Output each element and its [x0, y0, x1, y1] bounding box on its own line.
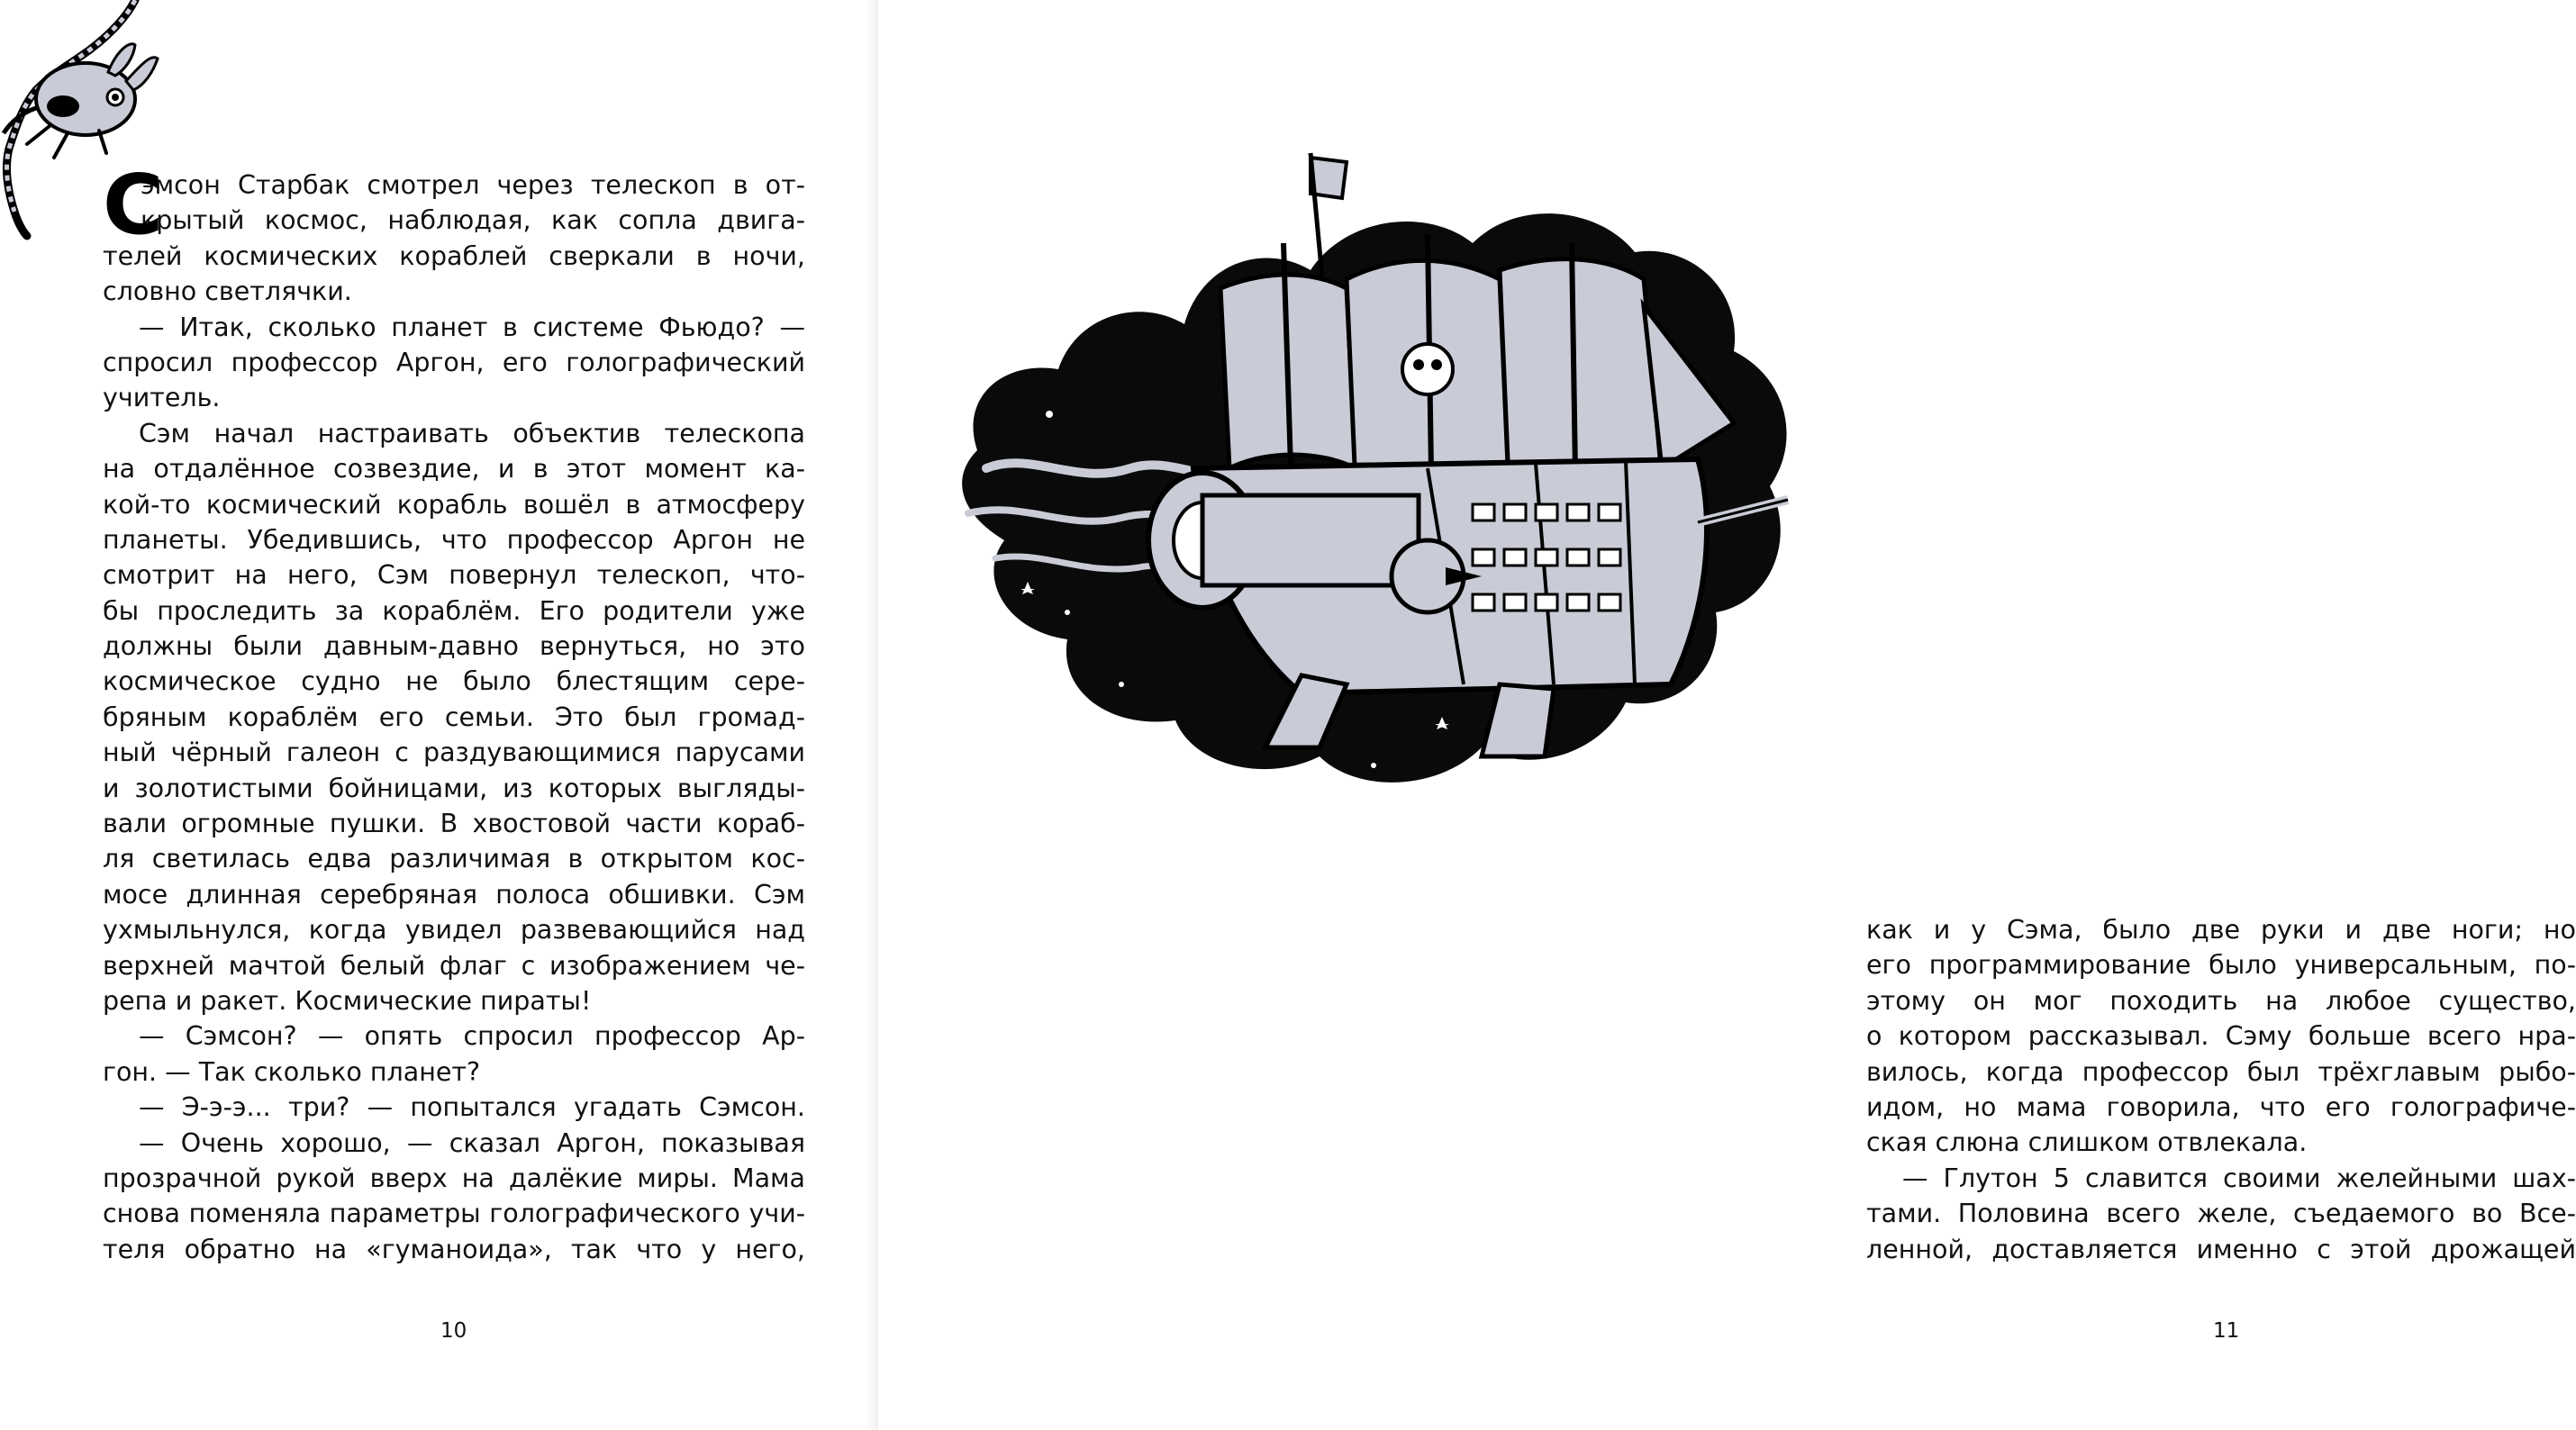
text-line: мосе длинная серебряная полоса обшивки. Сэм	[103, 879, 805, 910]
text-line: на отдалённое созвездие, и в этот момент ка-	[103, 454, 805, 484]
text-line: ля светилась едва различимая в открытом кос-	[103, 844, 805, 874]
text-line: должны были давным-давно вернуться, но это	[103, 631, 805, 662]
text-line: вилось, когда профессор был трёхглавым рыбо-	[1866, 1056, 2576, 1087]
right-body-text	[1866, 912, 2576, 1267]
gun-ports	[1473, 504, 1620, 611]
page-number: 11	[2213, 1319, 2240, 1343]
text-line: — Э-э-э... три? — попытался угадать Сэмсон.	[139, 1092, 805, 1123]
text-line: телей космических кораблей сверкали в ночи,	[103, 240, 805, 271]
drop-cap: С	[103, 157, 164, 253]
space-galleon-illustration	[923, 144, 1806, 828]
text-line: кой-то космический корабль вошёл в атмосферу	[103, 489, 805, 520]
text-line: вали огромные пушки. В хвостовой части кораб-	[103, 809, 805, 839]
text-line: гон. — Так сколько планет?	[103, 1056, 481, 1087]
text-line: — Итак, сколько планет в системе Фьюдо? —	[139, 312, 805, 342]
text-line: о котором рассказывал. Сэму больше всего нра-	[1866, 1021, 2576, 1052]
text-line: смотрит на него, Сэм повернул телескоп, что-	[103, 560, 805, 591]
text-line: учитель.	[103, 383, 221, 413]
text-line: эмсон Старбак смотрел через телескоп в от-	[141, 170, 805, 200]
text-line: снова поменяла параметры голографического учи-	[103, 1199, 805, 1229]
text-line: космическое судно не было блестящим сере-	[103, 666, 805, 697]
text-line: как и у Сэма, было две руки и две ноги; но	[1866, 915, 2576, 945]
text-line: ный чёрный галеон с раздувающимися парусами	[103, 738, 805, 768]
text-line: планеты. Убедившись, что профессор Аргон не	[103, 524, 805, 555]
text-line: крытый космос, наблюдая, как сопла двига-	[141, 205, 805, 236]
text-line: прозрачной рукой вверх на далёкие миры. Мама	[103, 1163, 805, 1193]
text-line: — Очень хорошо, — сказал Аргон, показывая	[139, 1127, 805, 1158]
text-line: репа и ракет. Космические пираты!	[103, 985, 592, 1016]
page-number: 10	[440, 1319, 467, 1343]
text-line: — Глутон 5 славится своими желейными шах-	[1902, 1163, 2576, 1193]
left-body-text	[103, 157, 805, 1267]
text-line: бряным кораблём его семьи. Это был громад-	[103, 701, 805, 732]
text-line: идом, но мама говорила, что его голографиче-	[1866, 1091, 2576, 1122]
text-line: Сэм начал настраивать объектив телескопа	[139, 418, 805, 448]
text-line: верхней мачтой белый флаг с изображением че-	[103, 950, 805, 981]
text-line: бы проследить за кораблём. Его родители уже	[103, 595, 805, 626]
text-line: ухмыльнулся, когда увидел развевающийся над	[103, 915, 805, 946]
text-line: словно светлячки.	[103, 276, 352, 307]
text-line: — Сэмсон? — опять спросил профессор Ар-	[139, 1021, 805, 1052]
text-line: спросил профессор Аргон, его голографический	[103, 347, 805, 377]
text-line: теля обратно на «гуманоида», так что у него,	[103, 1234, 805, 1264]
text-line: тами. Половина всего желе, съедаемого во Все-	[1866, 1199, 2576, 1229]
text-line: и золотистыми бойницами, из которых выгляды-	[103, 773, 805, 803]
left-page	[0, 0, 878, 1430]
text-line: его программирование было универсальным, по-	[1866, 950, 2576, 981]
text-line: этому он мог походить на любое существо,	[1866, 985, 2576, 1016]
text-line: ленной, доставляется именно с этой дрожащей	[1866, 1234, 2576, 1264]
text-line: ская слюна слишком отвлекала.	[1866, 1127, 2308, 1158]
